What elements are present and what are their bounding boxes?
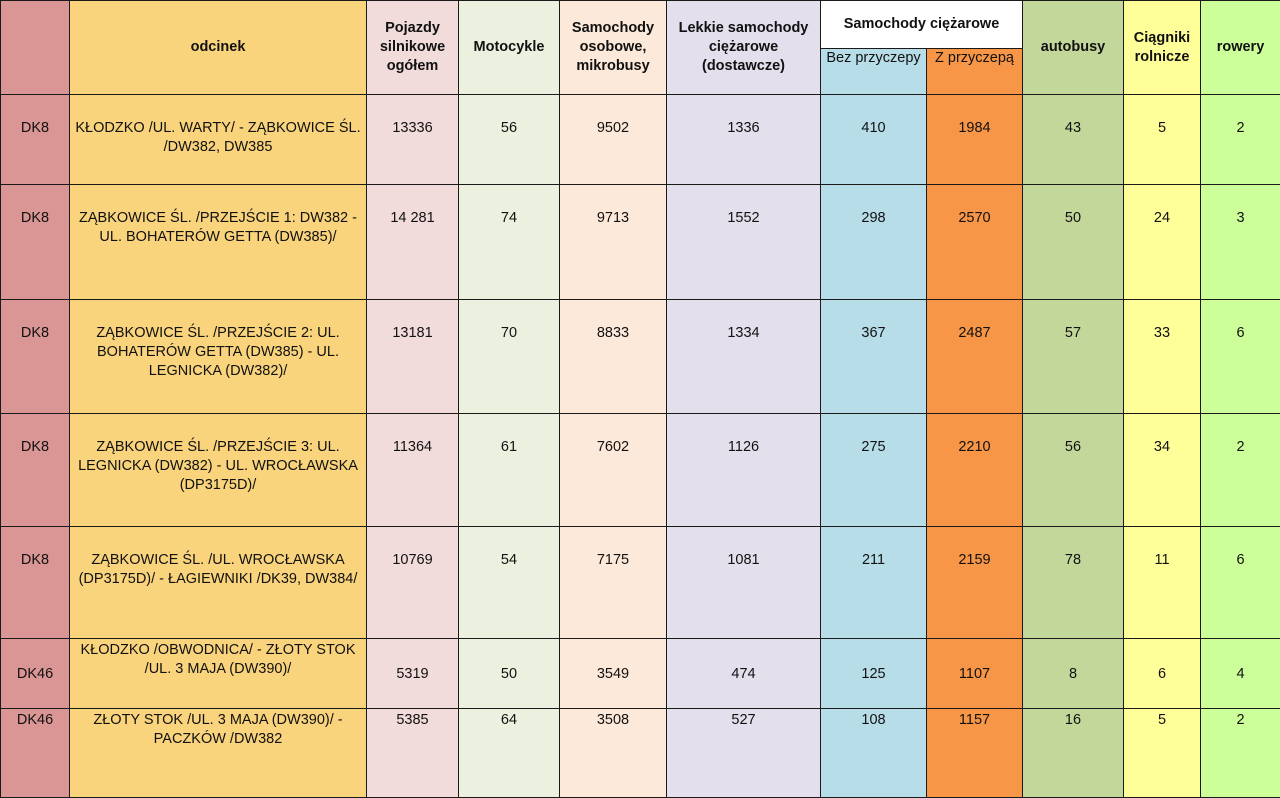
cell-lekkie: 1081 <box>667 527 821 639</box>
header-odcinek: odcinek <box>70 1 367 95</box>
cell-road: DK8 <box>1 300 70 414</box>
cell-odcinek: ZĄBKOWICE ŚL. /PRZEJŚCIE 3: UL. LEGNICKA (DW382) - UL. WROCŁAWSKA (DP3175D)/ <box>70 414 367 527</box>
cell-rowery: 3 <box>1201 185 1280 300</box>
cell-bez: 211 <box>821 527 927 639</box>
cell-osobowe: 9502 <box>560 95 667 185</box>
header-bez-przyczepy: Bez przyczepy <box>821 49 927 95</box>
cell-lekkie: 1126 <box>667 414 821 527</box>
header-road <box>1 1 70 95</box>
table-row <box>1 639 1280 709</box>
cell-bez: 125 <box>821 639 927 709</box>
cell-odcinek: ZĄBKOWICE ŚL. /PRZEJŚCIE 1: DW382 - UL. BOHATERÓW GETTA (DW385)/ <box>70 185 367 300</box>
cell-autobusy: 8 <box>1023 639 1124 709</box>
table-row <box>1 709 1280 798</box>
header-osobowe: Samochody osobowe, mikrobusy <box>560 1 667 95</box>
cell-autobusy: 16 <box>1023 709 1124 798</box>
cell-bez: 275 <box>821 414 927 527</box>
cell-bez: 410 <box>821 95 927 185</box>
cell-rowery: 6 <box>1201 300 1280 414</box>
cell-autobusy: 57 <box>1023 300 1124 414</box>
cell-pojazdy: 13336 <box>367 95 459 185</box>
cell-motocykle: 56 <box>459 95 560 185</box>
cell-pojazdy: 5385 <box>367 709 459 798</box>
cell-pojazdy: 11364 <box>367 414 459 527</box>
header-z-przyczepa: Z przyczepą <box>927 49 1023 95</box>
cell-odcinek: ZĄBKOWICE ŚL. /UL. WROCŁAWSKA (DP3175D)/ - ŁAGIEWNIKI /DK39, DW384/ <box>70 527 367 639</box>
cell-pojazdy: 14 281 <box>367 185 459 300</box>
cell-z: 1157 <box>927 709 1023 798</box>
cell-osobowe: 8833 <box>560 300 667 414</box>
cell-bez: 108 <box>821 709 927 798</box>
header-ciagniki: Ciągniki rolnicze <box>1124 1 1201 95</box>
cell-ciagniki: 33 <box>1124 300 1201 414</box>
cell-odcinek: KŁODZKO /OBWODNICA/ - ZŁOTY STOK /UL. 3 MAJA (DW390)/ <box>70 639 367 709</box>
cell-rowery: 6 <box>1201 527 1280 639</box>
cell-z: 2487 <box>927 300 1023 414</box>
cell-pojazdy: 10769 <box>367 527 459 639</box>
cell-autobusy: 50 <box>1023 185 1124 300</box>
cell-motocykle: 64 <box>459 709 560 798</box>
cell-motocykle: 54 <box>459 527 560 639</box>
cell-autobusy: 56 <box>1023 414 1124 527</box>
cell-bez: 367 <box>821 300 927 414</box>
header-lekkie: Lekkie samochody ciężarowe (dostawcze) <box>667 1 821 95</box>
cell-bez: 298 <box>821 185 927 300</box>
cell-z: 1984 <box>927 95 1023 185</box>
cell-odcinek: ZĄBKOWICE ŚL. /PRZEJŚCIE 2: UL. BOHATERÓW GETTA (DW385) - UL. LEGNICKA (DW382)/ <box>70 300 367 414</box>
cell-z: 2210 <box>927 414 1023 527</box>
cell-motocykle: 61 <box>459 414 560 527</box>
cell-pojazdy: 13181 <box>367 300 459 414</box>
cell-ciagniki: 24 <box>1124 185 1201 300</box>
cell-road: DK46 <box>1 639 70 709</box>
table-row <box>1 414 1280 527</box>
header-motocykle: Motocykle <box>459 1 560 95</box>
cell-lekkie: 527 <box>667 709 821 798</box>
cell-osobowe: 9713 <box>560 185 667 300</box>
cell-lekkie: 1552 <box>667 185 821 300</box>
cell-road: DK8 <box>1 414 70 527</box>
cell-ciagniki: 5 <box>1124 95 1201 185</box>
cell-motocykle: 50 <box>459 639 560 709</box>
cell-autobusy: 78 <box>1023 527 1124 639</box>
cell-road: DK8 <box>1 527 70 639</box>
table-row <box>1 527 1280 639</box>
cell-motocykle: 70 <box>459 300 560 414</box>
cell-road: DK46 <box>1 709 70 798</box>
cell-osobowe: 7602 <box>560 414 667 527</box>
cell-rowery: 4 <box>1201 639 1280 709</box>
cell-ciagniki: 5 <box>1124 709 1201 798</box>
table-row <box>1 185 1280 300</box>
cell-lekkie: 1334 <box>667 300 821 414</box>
cell-ciagniki: 11 <box>1124 527 1201 639</box>
cell-rowery: 2 <box>1201 95 1280 185</box>
header-rowery: rowery <box>1201 1 1280 95</box>
cell-rowery: 2 <box>1201 709 1280 798</box>
cell-z: 1107 <box>927 639 1023 709</box>
cell-z: 2570 <box>927 185 1023 300</box>
header-ciezarowe: Samochody ciężarowe <box>821 1 1023 49</box>
cell-motocykle: 74 <box>459 185 560 300</box>
cell-ciagniki: 6 <box>1124 639 1201 709</box>
cell-ciagniki: 34 <box>1124 414 1201 527</box>
cell-odcinek: KŁODZKO /UL. WARTY/ - ZĄBKOWICE ŚL. /DW382, DW385 <box>70 95 367 185</box>
header-pojazdy: Pojazdy silnikowe ogółem <box>367 1 459 95</box>
cell-osobowe: 7175 <box>560 527 667 639</box>
cell-autobusy: 43 <box>1023 95 1124 185</box>
cell-lekkie: 1336 <box>667 95 821 185</box>
cell-odcinek: ZŁOTY STOK /UL. 3 MAJA (DW390)/ - PACZKÓW /DW382 <box>70 709 367 798</box>
cell-road: DK8 <box>1 185 70 300</box>
cell-osobowe: 3549 <box>560 639 667 709</box>
table-row <box>1 300 1280 414</box>
cell-rowery: 2 <box>1201 414 1280 527</box>
header-autobusy: autobusy <box>1023 1 1124 95</box>
cell-lekkie: 474 <box>667 639 821 709</box>
table-row <box>1 95 1280 185</box>
table-body <box>1 95 1280 798</box>
cell-osobowe: 3508 <box>560 709 667 798</box>
cell-pojazdy: 5319 <box>367 639 459 709</box>
cell-road: DK8 <box>1 95 70 185</box>
cell-z: 2159 <box>927 527 1023 639</box>
